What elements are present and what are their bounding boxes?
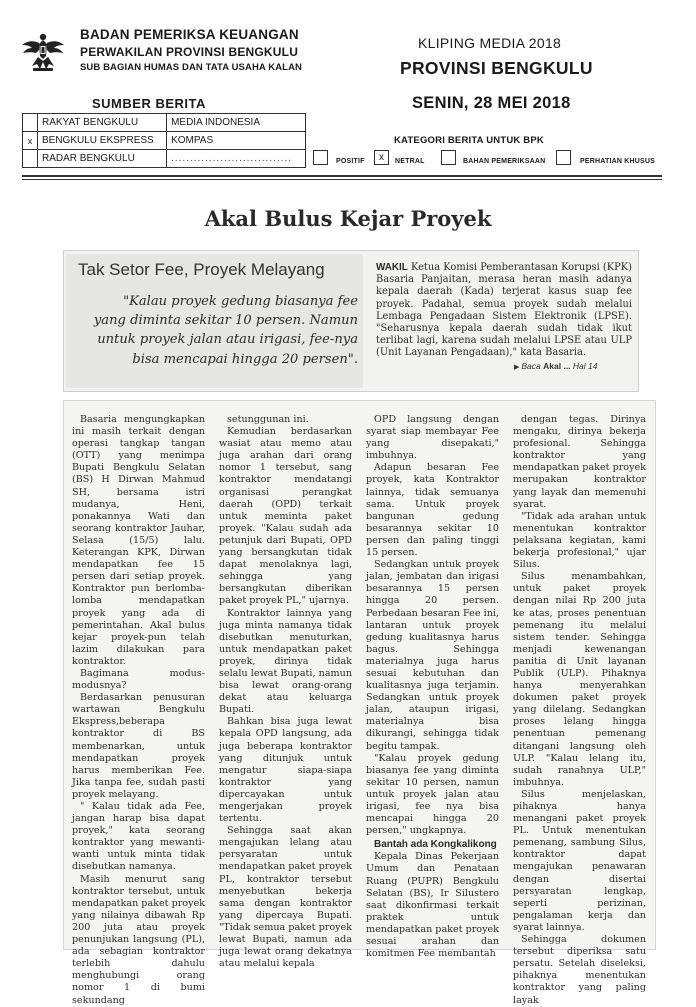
divider (22, 179, 662, 180)
article-column-2 (219, 414, 352, 970)
source-left: RADAR BENGKULU (38, 150, 167, 168)
article-column-1 (72, 414, 205, 1006)
article-paragraph: "Tidak ada arahan untuk menentukan kontraktor pelaksana kegiatan, kami bekerja profesional," ujar Silus. (513, 510, 646, 571)
lead-dropcap: WAKIL (376, 262, 408, 273)
category-label-positif: POSITIF (336, 158, 365, 165)
category-label-perhatian: PERHATIAN KHUSUS (580, 158, 656, 165)
article-lead (376, 262, 632, 360)
article-column-4 (513, 414, 646, 1006)
source-row (23, 150, 306, 168)
category-checkbox-perhatian (556, 150, 571, 165)
article-paragraph: Basaria mengungkapkan ini masih terkait dengan operasi tangkap tangan (OTT) yang menimpa Bupati Bengkulu Selatan (BS) H Dirwan Mahmud SH, bersama istri mudanya, Heni, ponakannya Wati dan seorang kontraktor Jauhar, Selasa (15/5) lalu. Keterangan KPK, Dirwan mendapatkan fee 15 persen dari setiap proyek. Kontraktor pun berlomba-lomba mendapatkan proyek yang ada di pemerintahan. Akal bulus kejar proyek-pun telah lazim dilakukan para kontraktor. (72, 414, 205, 667)
source-right: MEDIA INDONESIA (167, 114, 306, 132)
article-paragraph: Kontraktor lainnya yang juga minta namanya tidak disebutkan menuturkan, untuk mendapatkan paket proyek, dirinya tidak selalu lewat Bupati, namun bisa lewat orang-orang dekat atau keluarga Bupati. (219, 607, 352, 716)
article-paragraph: Silus menambahkan, untuk paket proyek dengan nilai Rp 200 juta ke atas, proses penentuan pemenang itu melalui sistem tender. Sehingga menjadi kewenangan panitia di Unit layanan Publik (ULP). Pihaknya hanya menyerahkan dokumen paket proyek yang dilelang. Sedangkan proses lelang hingga penentuan pemenang ditangani langsung oleh ULP. "Kalau lelang itu, sudah ranahnya ULP," imbuhnya. (513, 571, 646, 788)
garuda-emblem-icon (20, 28, 66, 74)
category-title: KATEGORI BERITA UNTUK BPK (394, 135, 544, 146)
article-paragraph: Bagimana modus-modusnya? (72, 667, 205, 692)
org-name: BADAN PEMERIKSA KEUANGAN (80, 27, 299, 42)
article-paragraph: Sehingga dokumen tersebut diperiksa satu persatu. Setelah diseleksi, pihaknya menentukan kontraktor yang paling layak (513, 934, 646, 1006)
category-label-netral: NETRAL (395, 158, 425, 165)
category-checkbox-netral: x (374, 150, 389, 165)
article-paragraph: Kemudian berdasarkan wasiat atau memo atau juga arahan dari orang nomor 1 tersebut, sang kontraktor mendatangi organisasi perangkat daerah (OPD) terkait untuk meminta paket proyek. "Kalau sudah ada petunjuk dari Bupati, OPD yang bersangkutan tidak dapat menolaknya lagi, sehingga yang bersangkutan diberikan paket proyek PL," ujarnya. (219, 426, 352, 607)
article-column-3 (366, 414, 499, 960)
article-paragraph: "Kalau proyek gedung biasanya fee yang diminta sekitar 10 persen, namun untuk proyek jalan atau irigasi, fee nya bisa mencapai hingga 20 persen," ungkapnya. (366, 752, 499, 837)
article-paragraph: Sehingga saat akan mengajukan lelang atau persyaratan untuk mendapatkan paket proyek PL, kontraktor tersebut menyebutkan bekerja sama dengan kontraktor yang dipercaya Bupati. "Tidak semua paket proyek lewat Bupati, namun ada juga lewat orang dekatnya atau melalui kepala (219, 825, 352, 970)
category-checkbox-positif (313, 150, 328, 165)
lead-text: Ketua Komisi Pemberantasan Korupsi (KPK) Basaria Panjaitan, merasa heran masih adanya kepala daerah (Kada) terjerat kasus suap fee proyek. Padahal, semua proyek sudah melalui Lembaga Pengadaan Sistem Elektronik (LPSE). "Seharusnya kepala daerah sudah tidak ikut terlibat lagi, karena sudah melalui LPSE atau ULP (Unit Layanan Pengadaan)," kata Basaria. (376, 262, 633, 359)
article-subhead: Tak Setor Fee, Proyek Melayang (78, 260, 325, 279)
article-paragraph: Berdasarkan penusuran wartawan Bengkulu Ekspress,beberapa kontraktor di BS membenarkan, untuk mendapatkan proyek harus memberikan Fee. Jika tanpa fee, sudah pasti proyek melayang. (72, 692, 205, 800)
article-paragraph: Adapun besaran Fee proyek, kata Kontraktor lainnya, tidak semuanya sama. Untuk proyek bangunan gedung besarannya sekitar 10 persen dan paling tinggi 15 persen. (366, 462, 499, 559)
source-check: x (23, 132, 38, 150)
pullquote: "Kalau proyek gedung biasanya fee yang diminta sekitar 10 persen. Namun untuk proyek jalan atau irigasi, fee-nya bisa mencapai hingga 20 persen". (93, 294, 358, 367)
category-label-bahan: BAHAN PEMERIKSAAN (463, 158, 546, 165)
source-left: BENGKULU EKSPRESS (38, 132, 167, 150)
triangle-icon: ▶ (514, 364, 520, 371)
article-paragraph: OPD langsung dengan syarat siap membayar Fee yang disepakati," imbuhnya. (366, 414, 499, 462)
org-branch: PERWAKILAN PROVINSI BENGKULU (80, 45, 299, 59)
divider (22, 175, 662, 177)
article-paragraph: Silus menjelaskan, pihaknya hanya menangani paket proyek PL. Untuk menentukan pemenang, sambung Silus, kontraktor dapat mengajukan penawaran dengan disertai persyaratan lengkap, seperti perizinan, pengalaman kerja dan syarat lainnya. (513, 788, 646, 933)
source-row (23, 114, 306, 132)
article-headline: Akal Bulus Kejar Proyek (204, 206, 492, 231)
source-right: KOMPAS (167, 132, 306, 150)
article-paragraph: dengan tegas. Dirinya mengaku, dirinya bekerja profesional. Sehingga kontraktor yang mendapatkan paket proyek merupakan kontraktor yang layak dan memenuhi syarat. (513, 414, 646, 510)
article-paragraph: Kepala Dinas Pekerjaan Umum dan Penataan Ruang (PUPR) Bengkulu Selatan (BS), Ir Silustero saat dikonfirmasi terkait praktek untuk mendapatkan paket proyek sesuai arahan dan komitmen Fee membantah (366, 851, 499, 960)
source-check (23, 150, 38, 168)
source-check (23, 114, 38, 132)
category-checkbox-bahan (441, 150, 456, 165)
org-subdivision: SUB BAGIAN HUMAS DAN TATA USAHA KALAN (80, 62, 303, 73)
source-table (22, 113, 306, 168)
source-title: SUMBER BERITA (92, 96, 206, 111)
article-paragraph: Masih menurut sang kontraktor tersebut, untuk mendapatkan paket proyek yang nilainya dibawah Rp 200 juta atau proyek penunjukan langsung (PL), ada sebagian kontraktor terlebih dahulu menghubungi orang nomor 1 di bumi sekundang (72, 873, 205, 1006)
article-paragraph: Sedangkan untuk proyek jalan, jembatan dan irigasi besarannya 15 persen hingga 20 persen. Perbedaan besaran Fee ini, lantaran untuk proyek gedung kualitasnya harus bagus. Sehingga materialnya juga harus sesuai kebutuhan dan kualitasnya juga terjamin. Sedangkan untuk proyek jalan, ataupun irigasi, materialnya bisa dikurangi, sehingga tidak begitu tampak. (366, 559, 499, 752)
article-paragraph: Bahkan bisa juga lewat kepala OPD langsung, ada juga beberapa kontraktor yang ditunjuk untuk mengatur siapa-siapa kontraktor yang dipercayakan untuk mengerjakan proyek tertentu. (219, 716, 352, 825)
kliping-title: KLIPING MEDIA 2018 (418, 35, 562, 51)
province-title: PROVINSI BENGKULU (400, 58, 593, 78)
article-paragraph: setunggunan ini. (227, 414, 309, 425)
source-row (23, 132, 306, 150)
date-label: SENIN, 28 MEI 2018 (412, 94, 571, 112)
continued-ref: ▶ Baca Akal ... Hal 14 (514, 361, 598, 371)
section-heading: Bantah ada Kongkalikong (374, 839, 497, 851)
article-paragraph: " Kalau tidak ada Fee, jangan harap bisa dapat proyek," kata seorang kontraktor yang mewanti-wanti untuk minta tidak disebutkan namanya. (72, 801, 205, 873)
source-right: ................................ (167, 150, 306, 168)
source-left: RAKYAT BENGKULU (38, 114, 167, 132)
